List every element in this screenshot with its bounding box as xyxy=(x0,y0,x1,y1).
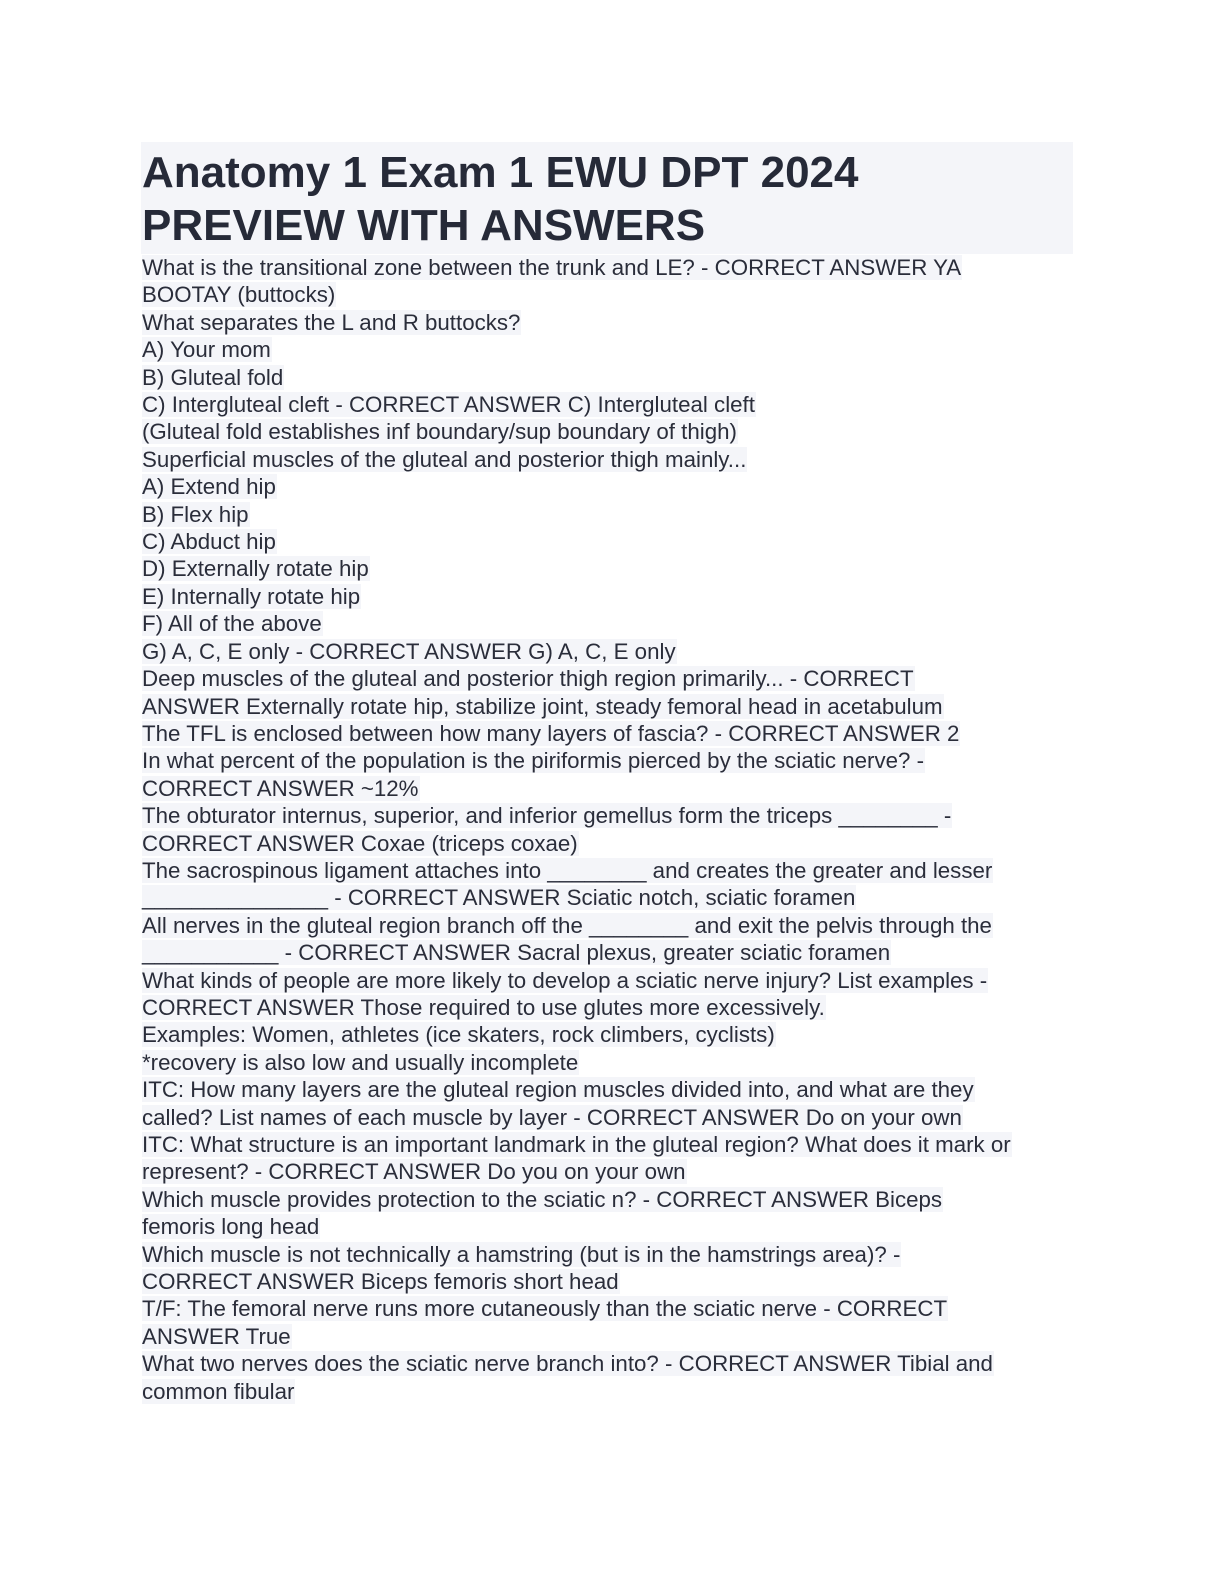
document-page xyxy=(142,142,1077,1405)
text-line: The obturator internus, superior, and inferior gemellus form the triceps ________ - xyxy=(142,803,952,829)
document-body xyxy=(142,254,1077,1405)
text-line: Which muscle provides protection to the sciatic n? - CORRECT ANSWER Biceps xyxy=(142,1186,943,1212)
text-line: The TFL is enclosed between how many layers of fascia? - CORRECT ANSWER 2 xyxy=(142,720,960,746)
option-line: A) Your mom xyxy=(142,337,271,363)
text-line: CORRECT ANSWER ~12% xyxy=(142,775,419,801)
text-line: represent? - CORRECT ANSWER Do you on your own xyxy=(142,1159,686,1185)
text-line: In what percent of the population is the piriformis pierced by the sciatic nerve? - xyxy=(142,748,925,774)
text-line: *recovery is also low and usually incomplete xyxy=(142,1049,579,1075)
option-line: F) All of the above xyxy=(142,611,322,637)
text-line: ANSWER True xyxy=(142,1323,291,1349)
option-line: D) Externally rotate hip xyxy=(142,556,369,582)
text-line: called? List names of each muscle by layer - CORRECT ANSWER Do on your own xyxy=(142,1104,962,1130)
text-line: femoris long head xyxy=(142,1214,320,1240)
text-line: Which muscle is not technically a hamstring (but is in the hamstrings area)? - xyxy=(142,1241,901,1267)
text-line: What kinds of people are more likely to develop a sciatic nerve injury? List examples - xyxy=(142,967,988,993)
option-line: A) Extend hip xyxy=(142,474,276,500)
text-line: common fibular xyxy=(142,1378,295,1404)
text-line: Examples: Women, athletes (ice skaters, rock climbers, cyclists) xyxy=(142,1022,775,1048)
option-line: E) Internally rotate hip xyxy=(142,583,361,609)
question-line: What separates the L and R buttocks? xyxy=(142,309,521,335)
text-line: All nerves in the gluteal region branch off the ________ and exit the pelvis through the xyxy=(142,912,992,938)
document-title xyxy=(141,142,1073,254)
text-line: CORRECT ANSWER Biceps femoris short head xyxy=(142,1269,619,1295)
option-line: B) Flex hip xyxy=(142,501,249,527)
text-line: _______________ - CORRECT ANSWER Sciatic notch, sciatic foramen xyxy=(142,885,856,911)
option-line: C) Intergluteal cleft - CORRECT ANSWER C) Intergluteal cleft xyxy=(142,392,755,418)
text-line: T/F: The femoral nerve runs more cutaneously than the sciatic nerve - CORRECT xyxy=(142,1296,948,1322)
text-line: What is the transitional zone between the trunk and LE? - CORRECT ANSWER YA xyxy=(142,255,962,280)
option-line: B) Gluteal fold xyxy=(142,364,284,390)
title-line-1: Anatomy 1 Exam 1 EWU DPT 2024 xyxy=(142,148,859,197)
text-line: CORRECT ANSWER Coxae (triceps coxae) xyxy=(142,830,578,856)
text-line: (Gluteal fold establishes inf boundary/sup boundary of thigh) xyxy=(142,419,737,445)
text-line: What two nerves does the sciatic nerve branch into? - CORRECT ANSWER Tibial and xyxy=(142,1351,993,1377)
text-line: ITC: What structure is an important landmark in the gluteal region? What does it mark or xyxy=(142,1132,1011,1157)
option-line: C) Abduct hip xyxy=(142,529,276,555)
text-line: Deep muscles of the gluteal and posterior thigh region primarily... - CORRECT xyxy=(142,666,914,692)
text-line: BOOTAY (buttocks) xyxy=(142,282,336,308)
question-line: Superficial muscles of the gluteal and posterior thigh mainly... xyxy=(142,446,747,472)
text-line: ITC: How many layers are the gluteal region muscles divided into, and what are they xyxy=(142,1077,974,1103)
text-line: ANSWER Externally rotate hip, stabilize joint, steady femoral head in acetabulum xyxy=(142,693,943,719)
text-line: The sacrospinous ligament attaches into ________ and creates the greater and lesser xyxy=(142,857,993,883)
text-line: CORRECT ANSWER Those required to use glutes more excessively. xyxy=(142,994,825,1020)
option-line: G) A, C, E only - CORRECT ANSWER G) A, C, E only xyxy=(142,638,676,664)
title-line-2: PREVIEW WITH ANSWERS xyxy=(142,201,706,250)
text-line: ___________ - CORRECT ANSWER Sacral plexus, greater sciatic foramen xyxy=(142,940,891,966)
